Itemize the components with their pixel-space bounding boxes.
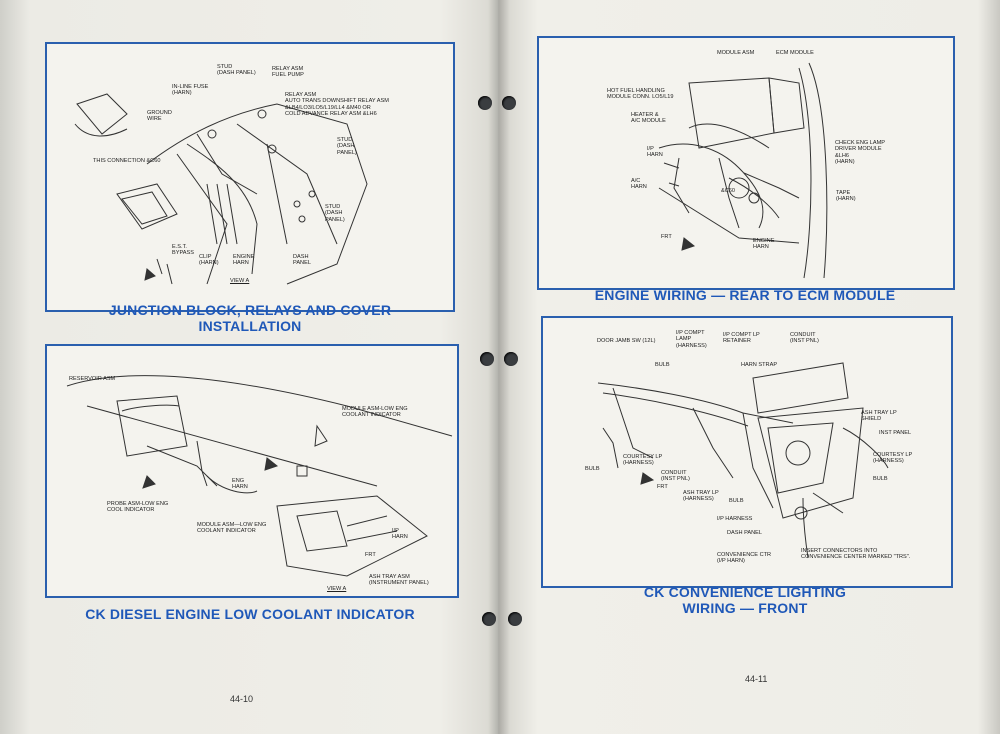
- label-engine-harn: ENGINE HARN: [753, 238, 775, 251]
- label-stud-dash-panel-right: STUD (DASH PANEL): [337, 137, 357, 156]
- label-ip-harn: I/P HARN: [647, 146, 663, 159]
- label-convenience-ctr: CONVENIENCE CTR (I/P HARN): [717, 552, 772, 565]
- label-bulb-top: BULB: [655, 362, 670, 368]
- binder-hole: [508, 612, 522, 626]
- label-stud-dash-panel-top: STUD (DASH PANEL): [217, 64, 256, 77]
- label-check-eng: CHECK ENG LAMP DRIVER MODULE &LH6 (HARN): [835, 140, 886, 166]
- label-eng-harn: ENG HARN: [232, 478, 248, 491]
- label-inst-panel: INST PANEL: [879, 430, 912, 436]
- label-ground-wire: GROUND WIRE: [147, 110, 172, 123]
- label-ac-harn: A/C HARN: [631, 178, 647, 191]
- label-engine-harn: ENGINE HARN: [233, 254, 255, 267]
- label-relay-asm-fuel-pump: RELAY ASM FUEL PUMP: [272, 66, 304, 79]
- label-in-line-fuse: IN-LINE FUSE (HARN): [172, 84, 209, 97]
- label-view-a: VIEW A: [230, 278, 250, 284]
- label-dash-panel: DASH PANEL: [293, 254, 311, 267]
- junction-block-figure: [45, 42, 455, 312]
- label-ip-harn: I/P HARN: [392, 528, 408, 541]
- label-frt: FRT: [657, 484, 668, 490]
- label-ip-compt-lamp: I/P COMPT LAMP (HARNESS): [676, 330, 707, 349]
- label-ash-tray-asm: ASH TRAY ASM (INSTRUMENT PANEL): [369, 574, 429, 587]
- diesel-coolant-drawing: [47, 346, 457, 596]
- caption-line-1: CK CONVENIENCE LIGHTING: [643, 584, 847, 600]
- binder-hole: [480, 352, 494, 366]
- label-relay-asm-auto: RELAY ASM AUTO TRANS DOWNSHIFT RELAY ASM &LB4/LO3/LO5/L19/LL4 &M40 OR COLD ADVANCE RELAY ASM &LH6: [285, 92, 389, 118]
- diesel-coolant-caption: CK DIESEL ENGINE LOW COOLANT INDICATOR: [85, 606, 415, 622]
- right-page-number: 44-11: [745, 674, 768, 684]
- label-view-a: VIEW A: [327, 586, 347, 592]
- label-frt: FRT: [365, 552, 376, 558]
- label-probe-asm: PROBE ASM-LOW ENG COOL INDICATOR: [107, 501, 169, 514]
- diesel-coolant-figure: [45, 344, 459, 598]
- label-reservoir-asm: RESERVOIR ASM: [69, 376, 116, 382]
- label-door-jamb: DOOR JAMB SW (12L): [597, 338, 656, 344]
- label-courtesy-lp-right: COURTESY LP (HARNESS): [873, 452, 913, 465]
- label-tape-harn: TAPE (HARN): [836, 190, 856, 203]
- label-dash-panel: DASH PANEL: [727, 530, 763, 536]
- label-ip-harness: I/P HARNESS: [717, 516, 753, 522]
- label-conduit-top: CONDUIT (INST PNL): [790, 332, 819, 345]
- label-hot-fuel: HOT FUEL HANDLING MODULE CONN. LO5/L19: [607, 88, 674, 101]
- binder-hole: [502, 96, 516, 110]
- label-clip-harn: CLIP (HARN): [199, 254, 219, 267]
- label-est-bypass: E.S.T. BYPASS: [172, 244, 194, 257]
- label-module-asm-low-eng-2: MODULE ASM—LOW ENG COOLANT INDICATOR: [197, 522, 267, 535]
- caption-line-1: JUNCTION BLOCK, RELAYS AND COVER: [108, 302, 392, 318]
- caption-line-2: WIRING — FRONT: [682, 600, 808, 616]
- label-conduit-bottom: CONDUIT (INST PNL): [661, 470, 690, 483]
- convenience-lighting-figure: [541, 316, 953, 588]
- convenience-lighting-caption: [570, 584, 920, 616]
- label-c60: &C60: [721, 188, 735, 194]
- binder-hole: [482, 612, 496, 626]
- label-stud-dash-panel-lower: STUD (DASH PANEL): [325, 204, 345, 223]
- label-courtesy-lp-left: COURTESY LP (HARNESS): [623, 454, 663, 467]
- label-ash-tray-lp: ASH TRAY LP (HARNESS): [683, 490, 719, 503]
- label-harn-strap: HARN STRAP: [741, 362, 778, 368]
- label-frt: FRT: [661, 234, 672, 240]
- binder-hole: [478, 96, 492, 110]
- label-module-asm-low-eng: MODULE ASM-LOW ENG COOLANT INDICATOR: [342, 406, 408, 419]
- label-module-asm: MODULE ASM: [717, 50, 755, 56]
- label-ip-compt-lp-retainer: I/P COMPT LP RETAINER: [723, 332, 760, 345]
- caption-line-2: INSTALLATION: [198, 318, 302, 334]
- label-bulb-mid: BULB: [729, 498, 744, 504]
- label-heater-ac: HEATER & A/C MODULE: [631, 112, 666, 125]
- left-page-number: 44-10: [230, 694, 254, 704]
- label-ash-tray-lp-shield: ASH TRAY LP SHIELD: [861, 410, 897, 423]
- junction-block-drawing: [47, 44, 453, 310]
- binder-hole: [504, 352, 518, 366]
- engine-wiring-caption: ENGINE WIRING — REAR TO ECM MODULE: [594, 287, 896, 303]
- label-bulb-right: BULB: [873, 476, 888, 482]
- label-bulb-left: BULB: [585, 466, 600, 472]
- label-this-connection: THIS CONNECTION &C60: [93, 158, 161, 164]
- label-insert-connectors: INSERT CONNECTORS INTO CONVENIENCE CENTER MARKED "TRS".: [801, 548, 911, 561]
- engine-wiring-drawing: [539, 38, 953, 288]
- engine-wiring-figure: [537, 36, 955, 290]
- junction-block-caption: [60, 302, 440, 334]
- label-ecm-module: ECM MODULE: [776, 50, 814, 56]
